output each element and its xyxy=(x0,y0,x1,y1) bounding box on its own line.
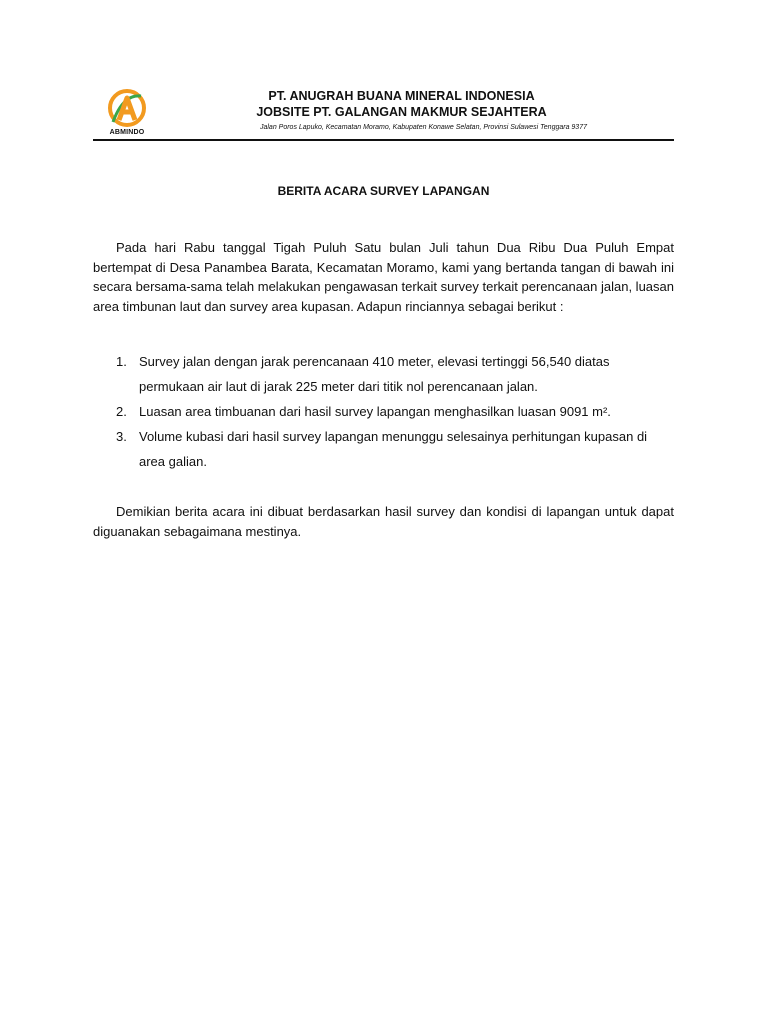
logo-text: ABMINDO xyxy=(109,129,145,136)
letterhead-divider xyxy=(93,139,674,141)
closing-paragraph xyxy=(93,502,674,541)
list-item xyxy=(93,349,674,399)
list-item-number: 1. xyxy=(116,354,127,369)
findings-list xyxy=(93,349,674,474)
closing-text: Demikian berita acara ini dibuat berdasarkan hasil survey dan kondisi di lapangan untuk dapat diguanakan sebagaimana mestinya. xyxy=(93,504,674,539)
intro-paragraph xyxy=(93,238,674,316)
list-item xyxy=(93,424,674,474)
list-item-text: Survey jalan dengan jarak perencanaan 410 meter, elevasi tertinggi 56,540 diatas permukaan air laut di jarak 225 meter dari titik nol perencanaan jalan. xyxy=(139,354,610,394)
list-item xyxy=(93,399,674,424)
list-item-text: Luasan area timbuanan dari hasil survey lapangan menghasilkan luasan 9091 m². xyxy=(139,404,611,419)
company-address: Jalan Poros Lapuko, Kecamatan Moramo, Kabupaten Konawe Selatan, Provinsi Sulawesi Tenggara 9377 xyxy=(259,124,587,131)
intro-text: Pada hari Rabu tanggal Tigah Puluh Satu bulan Juli tahun Dua Ribu Dua Puluh Empat bertempat di Desa Panambea Barata, Kecamatan Moramo, kami yang bertanda tangan di bawah ini secara bersama-sama telah melakukan pengawasan terkait survey terkait perencanaan jalan, luasan area timbunan laut dan survey area kupasan. Adapun rinciannya sebagai berikut : xyxy=(93,240,674,314)
company-info xyxy=(93,88,674,134)
letterhead xyxy=(93,86,674,141)
company-name: PT. ANUGRAH BUANA MINERAL INDONESIA xyxy=(268,89,535,103)
jobsite-name: JOBSITE PT. GALANGAN MAKMUR SEJAHTERA xyxy=(256,105,547,119)
document-title: BERITA ACARA SURVEY LAPANGAN xyxy=(277,184,490,198)
list-item-number: 3. xyxy=(116,429,127,444)
list-item-number: 2. xyxy=(116,404,127,419)
list-item-text: Volume kubasi dari hasil survey lapangan menunggu selesainya perhitungan kupasan di area galian. xyxy=(139,429,648,469)
